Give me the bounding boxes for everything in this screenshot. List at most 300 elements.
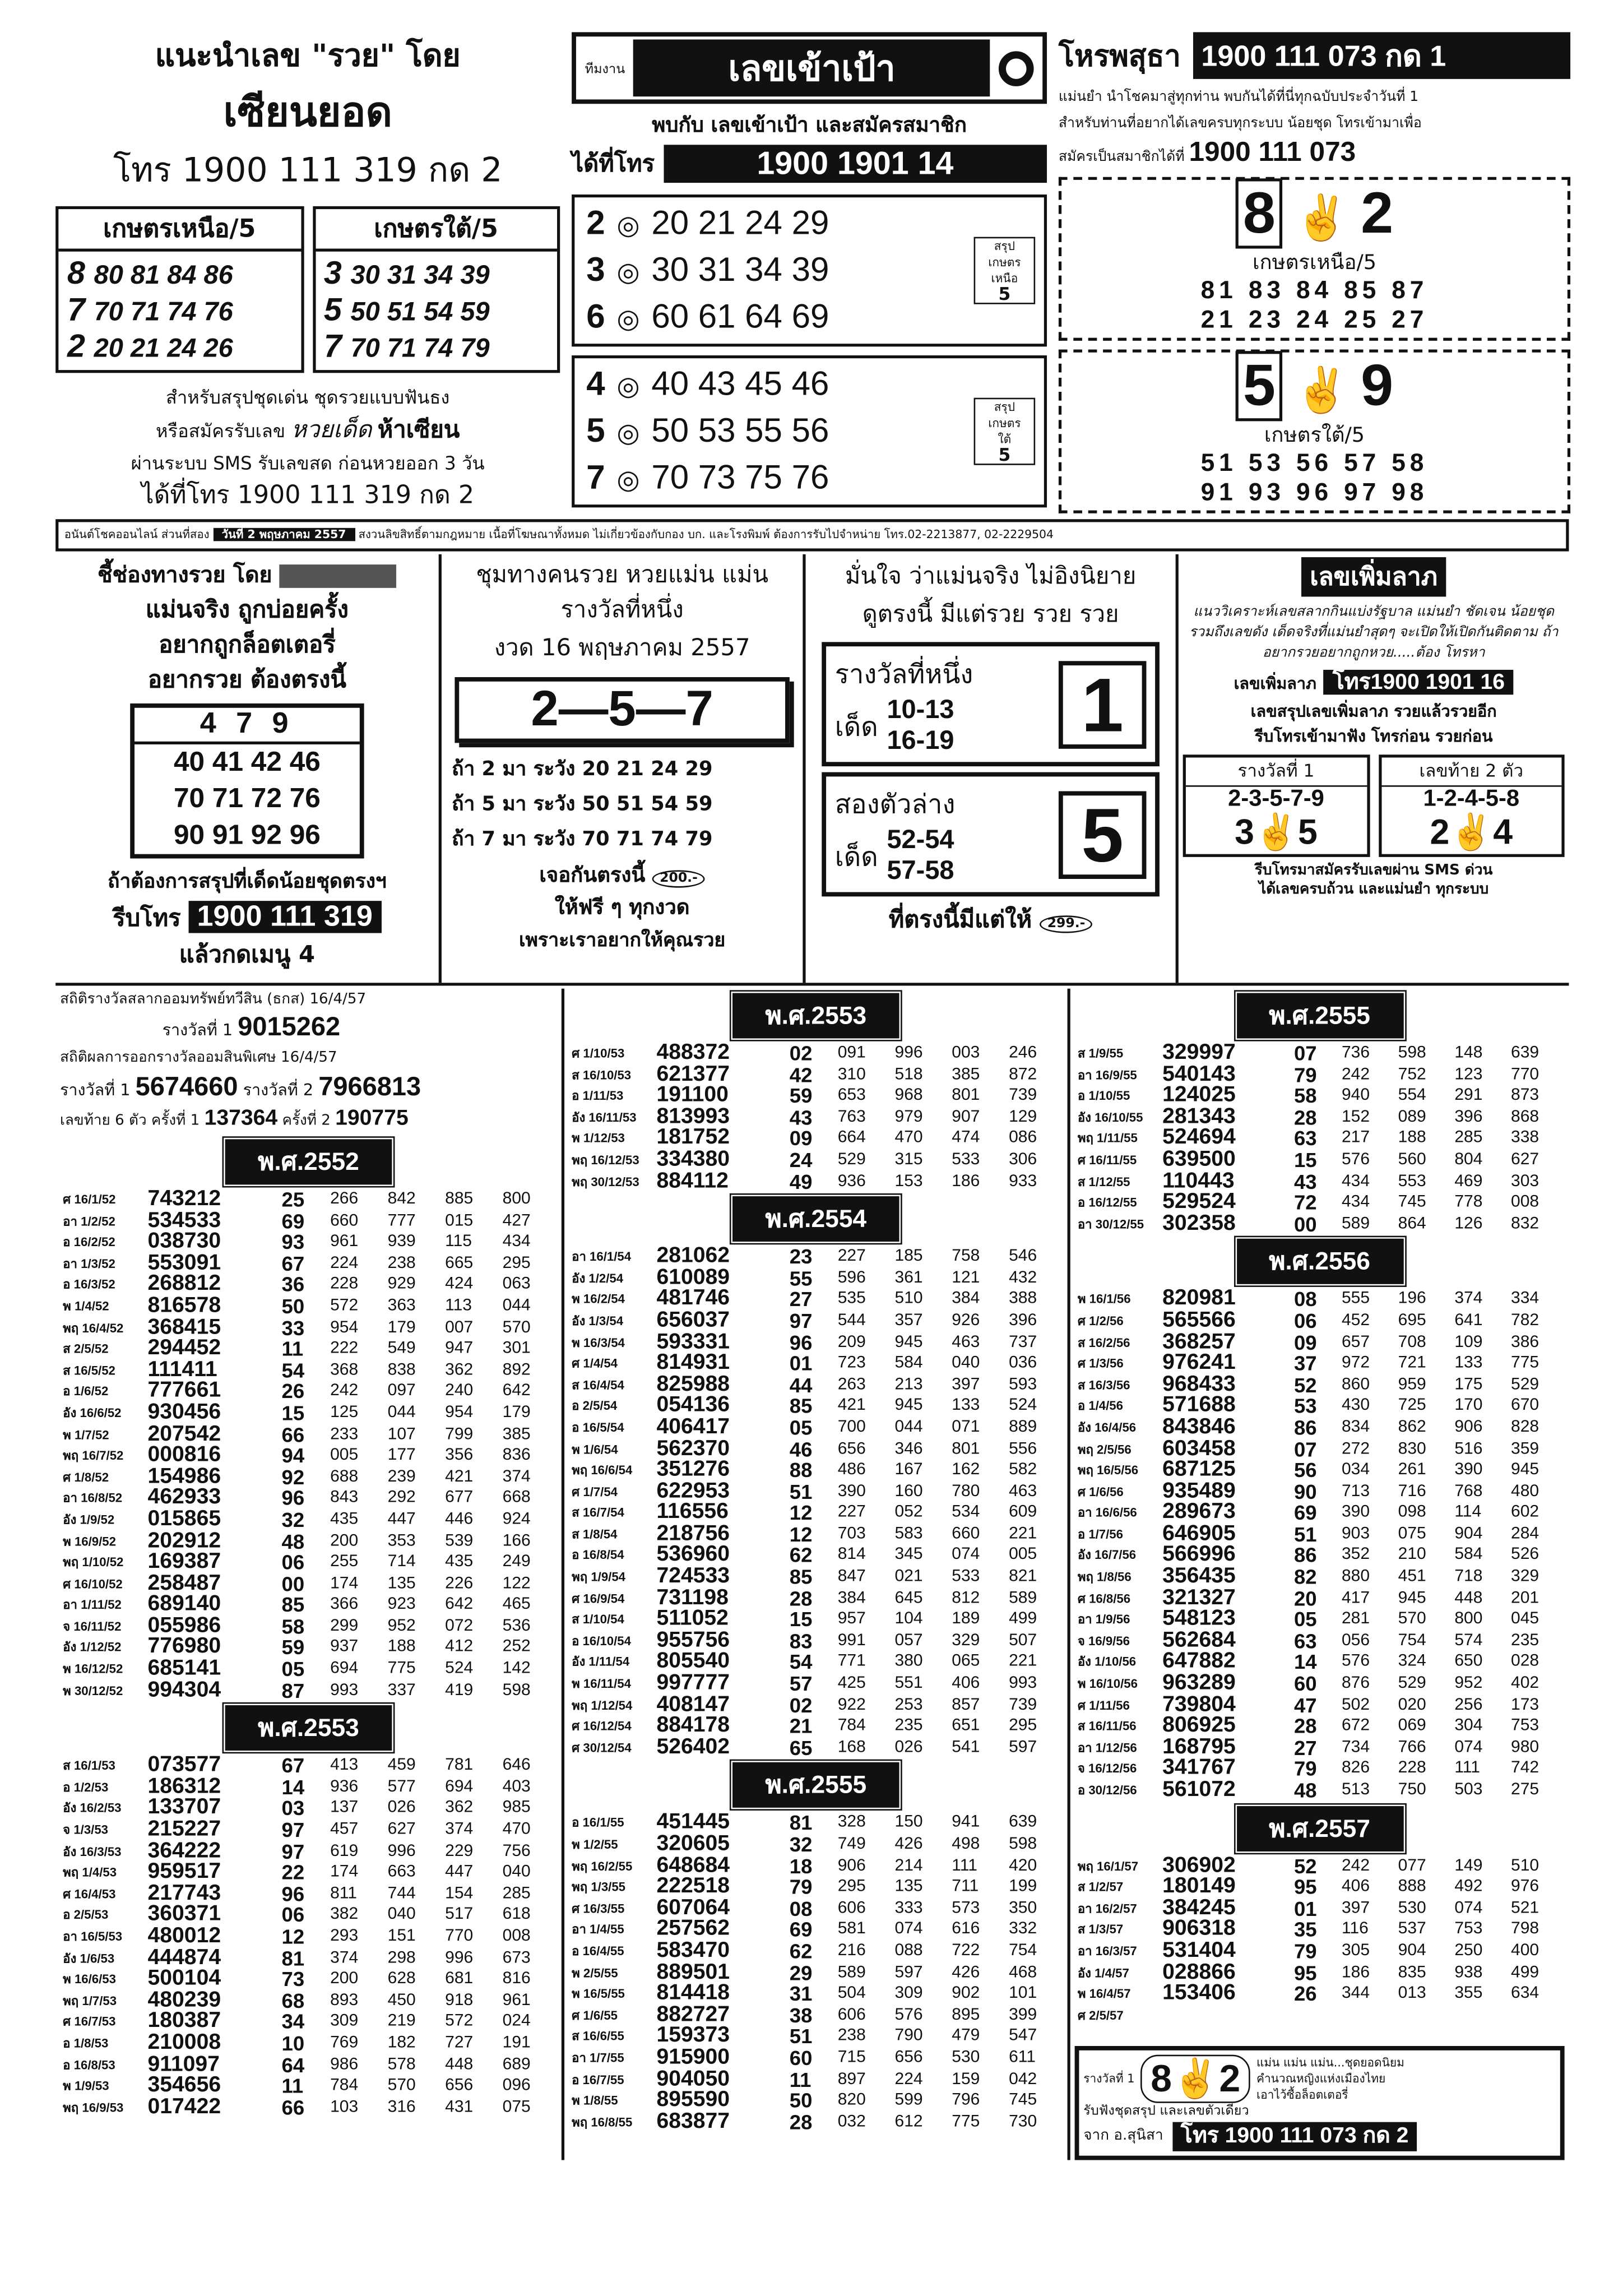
two-digit: 85 <box>789 1564 813 1589</box>
table-row <box>1075 1587 1565 1609</box>
watch-row: ถ้า 7 มา ระวัง 70 71 74 79 <box>452 827 713 851</box>
three-digit: 499 <box>1009 1610 1037 1628</box>
team-label: ทีมงาน <box>585 62 625 77</box>
first-prize: 689140 <box>147 1591 221 1617</box>
draw-date: พฤ 16/8/55 <box>572 2114 633 2129</box>
two-digit: 85 <box>281 1593 305 1617</box>
first-prize: 444874 <box>147 1944 221 1970</box>
table-row <box>1075 1855 1565 1877</box>
three-digit: 688 <box>330 1468 359 1486</box>
table-row <box>60 1947 557 1969</box>
three-digit: 170 <box>1454 1397 1483 1415</box>
two-digit: 43 <box>789 1105 813 1129</box>
first-prize: 210008 <box>147 2030 221 2055</box>
draw-date: พฤ 1/12/54 <box>572 1697 633 1712</box>
draw-date: ศ 1/6/56 <box>1077 1484 1124 1499</box>
three-digit: 576 <box>894 2006 923 2024</box>
draw-date: ส 16/3/56 <box>1077 1377 1130 1392</box>
table-row <box>569 1877 1063 1898</box>
two-digit: 32 <box>789 1832 813 1856</box>
two-digit: 79 <box>1293 1757 1317 1781</box>
three-digit: 716 <box>1398 1482 1426 1501</box>
table-row <box>1075 1609 1565 1631</box>
three-digit: 412 <box>445 1638 474 1656</box>
label: รางวัลที่ 1 <box>1083 2072 1135 2086</box>
three-digit: 216 <box>837 1942 866 1960</box>
two-digit: 20 <box>1293 1586 1317 1610</box>
draw-date: อา 30/12/55 <box>1077 1216 1144 1232</box>
three-digit: 650 <box>1454 1653 1483 1671</box>
two-digit <box>1291 2005 1339 2026</box>
table-row <box>569 2112 1063 2133</box>
three-digit: 758 <box>952 1247 980 1266</box>
table-row <box>569 1353 1063 1374</box>
two-digit: 73 <box>281 1967 305 1991</box>
two-digit: 49 <box>789 1169 813 1193</box>
three-digit: 584 <box>894 1354 923 1372</box>
three-digit: 457 <box>330 1821 359 1839</box>
side-label: ใต้ <box>998 433 1012 446</box>
three-digit: 627 <box>1511 1151 1539 1169</box>
three-digit: 954 <box>445 1404 474 1422</box>
three-digit: 406 <box>952 1674 980 1692</box>
two-digit: 96 <box>789 1330 813 1354</box>
two-digit: 28 <box>789 2110 813 2133</box>
three-digit: 816 <box>502 1970 531 1988</box>
two-digit: 28 <box>789 1586 813 1610</box>
three-digit: 380 <box>894 1653 923 1671</box>
three-digit: 763 <box>837 1108 866 1126</box>
stat-title: สถิติรางวัลสลากออมทรัพย์ทวีสิน (ธกส) 16/4/57 <box>59 991 367 1008</box>
three-digit: 790 <box>894 2027 923 2045</box>
two-digit: 02 <box>789 1693 813 1716</box>
big-digit: 5 <box>1059 790 1147 878</box>
first-prize: 685141 <box>147 1655 221 1681</box>
three-digit: 072 <box>445 1617 474 1635</box>
two-digit: 06 <box>281 1903 305 1927</box>
three-digit: 299 <box>330 1617 359 1635</box>
first-prize: 963289 <box>1162 1670 1236 1695</box>
three-digit: 101 <box>1009 1984 1037 2003</box>
three-digit: 651 <box>952 1717 980 1735</box>
bullseye-icon: ◎ <box>616 465 640 494</box>
three-digit: 541 <box>952 1738 980 1756</box>
three-digit: 530 <box>952 2049 980 2067</box>
three-digit: 374 <box>445 1821 474 1839</box>
three-digit: 945 <box>894 1397 923 1415</box>
three-digit: 510 <box>894 1290 923 1308</box>
three-digit: 727 <box>445 2034 474 2052</box>
three-digit: 642 <box>502 1382 531 1400</box>
two-digit: 11 <box>281 2073 304 2098</box>
results-table <box>569 1039 1063 1193</box>
digit: 8 <box>1236 178 1283 248</box>
table-row <box>569 1085 1063 1107</box>
line: ได้เลขครบถ้วน และแม่นยำ ทุกระบบ <box>1259 882 1489 898</box>
three-digit: 242 <box>330 1382 359 1400</box>
first-prize: 820981 <box>1162 1286 1236 1311</box>
table-row <box>60 1573 557 1594</box>
table-row <box>1075 1983 1565 2005</box>
first-prize: 561072 <box>1162 1776 1236 1802</box>
hot-lotto-logo: หวยเด็ด <box>291 415 372 443</box>
two-digit: 50 <box>789 2088 813 2112</box>
number-row <box>586 294 953 340</box>
three-digit: 295 <box>1009 1717 1037 1735</box>
draw-date: ศ 16/11/55 <box>1077 1152 1137 1167</box>
phone-text: โทร 1900 111 319 กด 2 <box>113 152 503 191</box>
first-prize: 777661 <box>147 1378 221 1403</box>
line: เลขสรุปเลขเพิ่มลาภ รวยแล้วรวยอีก <box>1250 702 1497 721</box>
first-prize: 683877 <box>656 2108 730 2133</box>
draw-date: อ 1/8/53 <box>63 2035 109 2050</box>
draw-date: ศ 16/7/53 <box>63 2014 116 2029</box>
three-digit: 196 <box>1398 1290 1426 1308</box>
tip-panel-sian-yot <box>55 32 560 512</box>
three-digit: 097 <box>387 1382 416 1400</box>
three-digit: 148 <box>1454 1044 1483 1062</box>
three-digit: 770 <box>1511 1065 1539 1084</box>
brand-name: เซียนยอด <box>223 87 392 136</box>
three-digit: 923 <box>387 1596 416 1614</box>
table-row <box>1075 1919 1565 1941</box>
three-digit: 843 <box>330 1489 359 1507</box>
three-digit: 801 <box>952 1086 980 1105</box>
first-prize: 553091 <box>147 1250 221 1275</box>
three-digit: 075 <box>1398 1525 1426 1543</box>
three-digit: 718 <box>1454 1568 1483 1586</box>
draw-date: พ 1/7/52 <box>63 1427 109 1442</box>
three-digit: 189 <box>952 1610 980 1628</box>
two-digit: 86 <box>1293 1543 1317 1567</box>
table-row <box>60 2097 557 2118</box>
phone-label: ได้ที่โทร <box>572 148 655 177</box>
two-digit: 15 <box>1293 1147 1317 1172</box>
number-row <box>324 256 548 293</box>
main-pick: 2—5—7 <box>455 677 789 743</box>
table-row <box>60 1820 557 1841</box>
two-digit: 96 <box>281 1882 305 1906</box>
three-digit: 780 <box>952 1482 980 1501</box>
three-digit: 599 <box>894 2091 923 2109</box>
three-digit: 162 <box>952 1461 980 1479</box>
three-digit: 713 <box>1341 1482 1370 1501</box>
first-prize: 687125 <box>1162 1456 1236 1482</box>
three-digit: 694 <box>445 1778 474 1796</box>
three-digit: 447 <box>445 1863 474 1881</box>
call-label: เลขเพิ่มลาภ <box>1234 674 1316 693</box>
first-prize: 351276 <box>656 1456 730 1482</box>
three-digit: 775 <box>1511 1354 1539 1372</box>
first-prize: 218756 <box>656 1521 730 1546</box>
stat-title: สถิติผลการออกรางวัลออมสินพิเศษ 16/4/57 <box>59 1050 337 1066</box>
table-row <box>60 1798 557 1820</box>
three-digit: 111 <box>952 1857 977 1874</box>
three-digit: 952 <box>1454 1674 1483 1692</box>
draw-date: จ 16/12/56 <box>1077 1761 1137 1776</box>
draw-date: ส 16/1/53 <box>63 1758 115 1773</box>
table-row <box>60 1530 557 1552</box>
three-digit: 991 <box>837 1632 866 1650</box>
two-digit: 05 <box>789 1415 813 1439</box>
first-prize: 408147 <box>656 1691 730 1716</box>
table-row <box>1075 1898 1565 1919</box>
two-digit: 93 <box>281 1230 305 1254</box>
first-prize: 548123 <box>1162 1606 1236 1631</box>
number-set: 20 21 24 26 <box>94 333 233 363</box>
number-set: 70 71 74 76 <box>94 297 233 326</box>
three-digit: 295 <box>837 1878 866 1896</box>
table-row <box>1075 1737 1565 1758</box>
three-digit: 903 <box>1341 1525 1370 1543</box>
first-prize: 806925 <box>1162 1712 1236 1738</box>
lead-digit: 2 <box>586 203 605 242</box>
three-digit: 518 <box>894 1065 923 1084</box>
first-prize: 816578 <box>147 1293 221 1318</box>
chee-chong-thang-ruay <box>55 554 439 983</box>
table-row <box>1075 1481 1565 1502</box>
lead-digit: 4 <box>586 364 605 402</box>
draw-date: อัง 1/6/53 <box>63 1950 115 1965</box>
table-row <box>569 1417 1063 1438</box>
three-digit: 842 <box>387 1190 416 1209</box>
menu-text: แล้วกดเมนู 4 <box>179 940 316 969</box>
three-digit: 252 <box>502 1638 531 1656</box>
draw-date: ศ 1/11/56 <box>1077 1697 1130 1712</box>
two-digit: 33 <box>281 1315 305 1339</box>
three-digit: 554 <box>1398 1086 1426 1105</box>
two-digit: 07 <box>1293 1437 1317 1461</box>
table-row <box>1075 1043 1565 1064</box>
table-row <box>569 1460 1063 1481</box>
draw-date: อ 1/11/53 <box>572 1088 624 1103</box>
draw-date: พ 1/6/54 <box>572 1441 618 1456</box>
two-digit: 60 <box>1293 1672 1317 1695</box>
three-digit: 107 <box>387 1425 416 1443</box>
first-prize: 154986 <box>147 1463 221 1489</box>
three-digit: 042 <box>1009 2070 1037 2088</box>
draw-date: พ 16/3/54 <box>572 1334 625 1349</box>
line: ดูตรงนี้ มีแต่รวย รวย รวย <box>862 599 1119 628</box>
line: รางวัลที่หนึ่ง <box>560 595 684 623</box>
three-digit: 996 <box>387 1842 416 1860</box>
three-digit: 435 <box>445 1553 474 1571</box>
two-digit: 03 <box>281 1796 305 1820</box>
three-digit: 609 <box>1009 1503 1037 1522</box>
results-table <box>1075 1039 1565 1235</box>
number-row <box>324 329 548 365</box>
three-digit: 417 <box>1341 1589 1370 1607</box>
three-digit: 536 <box>502 1617 531 1635</box>
note-line: ผ่านระบบ SMS รับเลขสด ก่อนหวยออก 3 วัน <box>131 452 485 474</box>
three-digit: 796 <box>952 2091 980 2109</box>
three-digit: 739 <box>1009 1696 1037 1714</box>
three-digit: 906 <box>837 1857 866 1874</box>
table-row <box>1075 1396 1565 1417</box>
three-digit: 952 <box>387 1617 416 1635</box>
three-digit: 933 <box>1009 1172 1037 1190</box>
three-digit: 957 <box>837 1610 866 1628</box>
table-row <box>1075 1171 1565 1192</box>
three-digit: 479 <box>952 2027 980 2045</box>
table-row <box>569 1919 1063 1941</box>
three-digit: 694 <box>330 1660 359 1678</box>
two-digit: 28 <box>1293 1105 1317 1129</box>
three-digit: 695 <box>1398 1312 1426 1330</box>
two-digit: 11 <box>789 2067 812 2091</box>
three-digit: 328 <box>837 1814 866 1832</box>
three-digit: 063 <box>502 1276 531 1294</box>
table-row <box>569 1813 1063 1834</box>
three-digit: 641 <box>1454 1312 1483 1330</box>
table-row <box>569 1673 1063 1695</box>
chum-thang-khon-ruay <box>439 554 803 983</box>
table-row <box>569 1128 1063 1150</box>
table-row <box>60 1680 557 1701</box>
line: รีบโทรเข้ามาฟัง โทรก่อน รวยก่อน <box>1254 726 1493 746</box>
table-row <box>60 1616 557 1637</box>
three-digit: 185 <box>894 1247 923 1266</box>
two-digit: 51 <box>1293 1522 1317 1546</box>
two-digit: 51 <box>789 2024 813 2048</box>
draw-date: อัง 16/3/53 <box>63 1843 122 1859</box>
three-digit: 539 <box>445 1531 474 1550</box>
three-digit: 828 <box>1511 1418 1539 1436</box>
first-prize: 895590 <box>656 2087 730 2112</box>
table-row <box>60 1595 557 1616</box>
line: แม่น แม่น แม่น...ชุดยอดนิยม <box>1256 2057 1404 2070</box>
draw-date: พ 16/1/56 <box>1077 1292 1131 1307</box>
two-digit: 01 <box>789 1351 813 1375</box>
three-digit: 756 <box>502 1842 531 1860</box>
three-digit: 777 <box>387 1211 416 1230</box>
three-digit: 474 <box>952 1130 980 1147</box>
three-digit: 005 <box>1009 1546 1037 1564</box>
three-digit: 219 <box>387 2012 416 2031</box>
two-digit: 44 <box>789 1373 813 1396</box>
three-digit: 045 <box>1511 1610 1539 1628</box>
two-digit: 08 <box>789 1896 813 1920</box>
three-digit: 332 <box>1009 1920 1037 1938</box>
three-digit: 200 <box>330 1970 359 1988</box>
draw-date: พฤ 1/7/53 <box>63 1993 117 2008</box>
line: มั่นใจ ว่าแม่นจริง ไม่อิงนิยาย <box>845 561 1137 590</box>
number-set: 70 71 74 79 <box>350 333 490 363</box>
three-digit <box>1452 2005 1508 2026</box>
table-row <box>569 1064 1063 1085</box>
digits: 2-3-5-7-9 <box>1228 786 1324 812</box>
three-digit: 242 <box>1341 1857 1370 1874</box>
first-prize: 133707 <box>147 1795 221 1820</box>
three-digit: 065 <box>952 1653 980 1671</box>
three-digit: 298 <box>387 1948 416 1967</box>
three-digit: 739 <box>1009 1086 1037 1105</box>
three-digit: 745 <box>1009 2091 1037 2109</box>
three-digit: 537 <box>1398 1920 1426 1938</box>
first-prize: 488372 <box>656 1039 730 1065</box>
three-digit: 385 <box>502 1425 531 1443</box>
bullseye-icon: ◎ <box>616 210 640 240</box>
three-digit: 425 <box>837 1674 866 1692</box>
three-digit: 424 <box>445 1276 474 1294</box>
three-digit: 872 <box>1009 1065 1037 1084</box>
side-label: สรุป <box>994 239 1015 253</box>
side-label: เหนือ <box>991 272 1018 285</box>
three-digit: 034 <box>1341 1461 1370 1479</box>
two-digit: 51 <box>789 1479 813 1503</box>
three-digit: 005 <box>330 1446 359 1464</box>
three-digit: 980 <box>1511 1738 1539 1756</box>
table-row <box>569 1107 1063 1128</box>
two-digit: 27 <box>1293 1735 1317 1760</box>
table-row <box>569 1481 1063 1502</box>
first-prize: 110443 <box>1162 1168 1235 1193</box>
draw-date: พ 16/9/52 <box>63 1533 116 1548</box>
two-digit: 64 <box>281 2052 305 2076</box>
three-digit: 945 <box>1511 1461 1539 1479</box>
first-prize: 329997 <box>1162 1039 1236 1065</box>
pick: 57-58 <box>887 855 954 885</box>
three-digit: 469 <box>1454 1172 1483 1190</box>
box-title: รางวัลที่หนึ่ง <box>834 659 973 691</box>
three-digit: 922 <box>837 1696 866 1714</box>
draw-date: ส 16/2/56 <box>1077 1334 1130 1349</box>
table-row <box>1075 1438 1565 1460</box>
three-digit: 470 <box>502 1821 531 1839</box>
two-digit: 12 <box>281 1924 305 1948</box>
three-digit: 179 <box>502 1404 531 1422</box>
table-row <box>1075 1941 1565 1962</box>
three-digit: 656 <box>837 1439 866 1457</box>
three-digit: 074 <box>1454 1738 1483 1756</box>
draw-date: พฤ 1/4/53 <box>63 1865 117 1880</box>
two-digit: 06 <box>281 1550 305 1574</box>
three-digit: 329 <box>1511 1568 1539 1586</box>
draw-date: อ 16/12/55 <box>1077 1195 1137 1210</box>
two-digit: 50 <box>281 1294 305 1318</box>
three-digit: 574 <box>1454 1632 1483 1650</box>
two-digit: 32 <box>281 1507 305 1531</box>
box-title: รางวัลที่ 1 <box>1186 757 1366 786</box>
draw-date: ส 1/3/57 <box>1077 1922 1124 1937</box>
two-digit: 26 <box>1293 1982 1317 2006</box>
first-prize: 257562 <box>656 1916 730 1942</box>
number-row: 90 91 92 96 <box>173 820 321 851</box>
three-digit: 529 <box>1398 1674 1426 1692</box>
draw-date: พฤ 2/5/56 <box>1077 1441 1132 1456</box>
three-digit: 961 <box>330 1233 359 1251</box>
draw-date: พฤ 16/7/52 <box>63 1448 124 1463</box>
note-text: หรือสมัครรับเลข <box>156 419 286 442</box>
lead-digit: 7 <box>586 457 605 496</box>
number-set: 60 61 64 69 <box>651 297 829 335</box>
table-row <box>1075 1289 1565 1310</box>
two-digit: 63 <box>1293 1629 1317 1652</box>
south-block <box>572 355 1047 507</box>
two-digit: 72 <box>1293 1191 1317 1214</box>
table-row <box>60 1402 557 1424</box>
three-digit: 450 <box>387 1991 416 2010</box>
three-digit: 396 <box>1454 1108 1483 1126</box>
bullseye-icon: ◎ <box>616 257 640 287</box>
table-row <box>569 1587 1063 1609</box>
year-header: พ.ศ.2555 <box>732 1763 899 1808</box>
table-row <box>569 1898 1063 1919</box>
three-digit: 246 <box>1009 1044 1037 1062</box>
three-digit: 316 <box>387 2098 416 2116</box>
draw-date: พ 1/12/53 <box>572 1131 625 1146</box>
first-prize: 526402 <box>656 1734 730 1760</box>
